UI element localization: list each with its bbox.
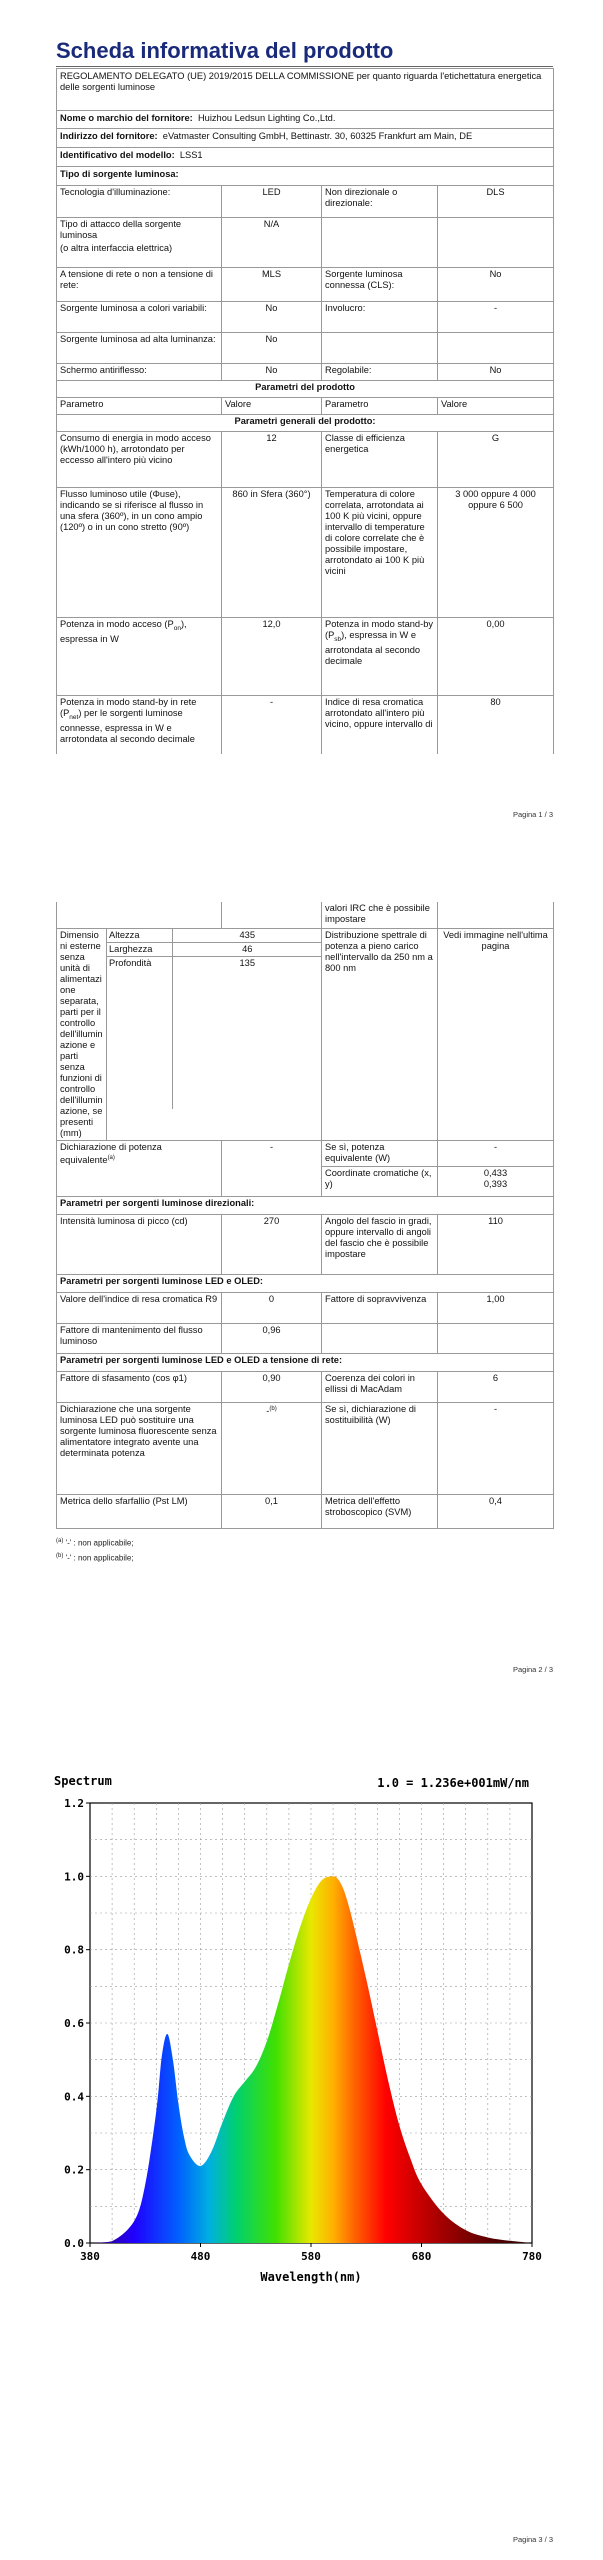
- footnotes: [56, 1535, 134, 1564]
- empty-cell: [57, 902, 222, 928]
- r9-value: 0: [222, 1292, 322, 1323]
- cap-label-line1: Tipo di attacco della sorgente luminosa: [60, 219, 182, 240]
- shield-value: No: [222, 364, 322, 381]
- power-factor-value: 0,90: [222, 1371, 322, 1402]
- equiv-power-value: -: [222, 1140, 322, 1196]
- x-axis-label: Wavelength(nm): [260, 2270, 362, 2284]
- lumen-maint-label: Fattore di mantenimento del flusso luminoso: [57, 1323, 222, 1353]
- survival-label: Fattore di sopravvivenza: [322, 1292, 438, 1323]
- col-header-value: Valore: [222, 398, 322, 415]
- y-tick-label: 0.4: [64, 2090, 84, 2104]
- energy-value: 12: [222, 432, 322, 488]
- net-standby-sub: net: [69, 713, 79, 721]
- tech-value: LED: [222, 186, 322, 218]
- equiv-power-if-label: Se sì, potenza equivalente (W): [322, 1140, 438, 1166]
- high-luminance-value: No: [222, 333, 322, 364]
- empty-cell: [438, 902, 554, 928]
- footnote-a-mark: (a): [56, 1538, 64, 1544]
- model-row: [57, 148, 554, 167]
- supplier-address-row: [57, 129, 554, 148]
- footnote-b-text: '-' : non applicabile;: [65, 1553, 134, 1563]
- colour-label: Sorgente luminosa a colori variabili:: [57, 302, 222, 333]
- r9-label: Valore dell'indice di resa cromatica R9: [57, 1292, 222, 1323]
- chart-title: Spectrum: [54, 1774, 112, 1788]
- directional-header: Parametri per sorgenti luminose direzionali:: [57, 1196, 554, 1214]
- dimensions-label: Dimensioni esterne senza unità di alimentazione separata, parti per il controllo dell'illuminazione e parti senza funzioni di controllo dell'illuminazione, se presenti (mm): [57, 928, 107, 1140]
- depth-label: Profondità: [107, 956, 172, 1109]
- page-3: [0, 1730, 603, 2560]
- spd-value: Vedi immagine nell'ultima pagina: [438, 928, 554, 1140]
- standby-label-b: ), espressa in W e arrotondata al secondo decimale: [325, 630, 421, 666]
- page-number: Pagina 2 / 3: [512, 1665, 553, 1674]
- x-tick-label: 580: [301, 2250, 321, 2263]
- height-value: 435: [172, 929, 322, 943]
- page-title: Scheda informativa del prodotto: [56, 38, 394, 63]
- beam-angle-label: Angolo del fascio in gradi, oppure intervallo di angoli del fascio che è possibile impostare: [322, 1214, 438, 1274]
- empty-cell: [322, 333, 438, 364]
- standby-sub: sb: [334, 635, 342, 643]
- y-tick-label: 0.2: [64, 2163, 84, 2177]
- cap-label-line2: (o altra interfaccia elettrica): [60, 243, 173, 253]
- energy-class-value: G: [438, 432, 554, 488]
- cap-label: [57, 218, 222, 268]
- width-label: Larghezza: [107, 942, 172, 956]
- cri-label-part2: valori IRC che è possibile impostare: [322, 902, 438, 928]
- regulation-text: REGOLAMENTO DELEGATO (UE) 2019/2015 DELLA COMMISSIONE per quanto riguarda l'etichettatura energetica delle sorgenti luminose: [57, 69, 554, 111]
- empty-cell: [322, 218, 438, 268]
- fluorescent-value-text: -: [266, 1405, 270, 1416]
- fluorescent-label: Dichiarazione che una sorgente luminosa LED può sostituire una sorgente luminosa fluorescente senza alimentatore integrato avente una determinata potenza: [57, 1402, 222, 1494]
- mains-label: A tensione di rete o non a tensione di rete:: [57, 268, 222, 302]
- x-tick-label: 680: [411, 2250, 432, 2263]
- cls-label: Sorgente luminosa connessa (CLS):: [322, 268, 438, 302]
- x-tick-label: 780: [522, 2250, 542, 2263]
- height-label: Altezza: [107, 929, 172, 943]
- peak-intensity-value: 270: [222, 1214, 322, 1274]
- chroma-y: 0,393: [483, 1178, 508, 1189]
- chroma-label: Coordinate cromatiche (x, y): [322, 1166, 438, 1196]
- empty-cell: [322, 1323, 438, 1353]
- y-tick-label: 1.2: [64, 1797, 84, 1810]
- beam-angle-value: 110: [438, 1214, 554, 1274]
- equiv-power-label: [57, 1140, 222, 1196]
- cap-value: N/A: [222, 218, 322, 268]
- net-standby-label-b: ) per le sorgenti luminose connesse, espressa in W e arrotondata al secondo decimale: [60, 708, 195, 744]
- energy-label: Consumo di energia in modo acceso (kWh/1000 h), arrotondato per eccesso all'intero più vicino: [57, 432, 222, 488]
- model-label: Identificativo del modello:: [60, 150, 175, 160]
- source-type-header: Tipo di sorgente luminosa:: [57, 167, 554, 186]
- spectrum-chart: [54, 1765, 554, 2295]
- survival-value: 1,00: [438, 1292, 554, 1323]
- empty-cell: [438, 218, 554, 268]
- net-standby-label: [57, 696, 222, 754]
- flux-label: Flusso luminoso utile (Φuse), indicando se si riferisce al flusso in una sfera (360º), in un cono ampio (120º) o in un cono stretto (90º): [57, 488, 222, 618]
- supplier-name-row: [57, 111, 554, 129]
- x-tick-label: 480: [190, 2250, 211, 2263]
- power-on-label-b: ), espressa in W: [60, 619, 187, 644]
- depth-value: 135: [239, 957, 255, 968]
- supplier-name: Huizhou Ledsun Lighting Co.,Ltd.: [197, 113, 336, 123]
- mains-value: MLS: [222, 268, 322, 302]
- chart-scale-note: 1.0 = 1.236e+001mW/nm: [377, 1776, 529, 1790]
- col-header-value: Valore: [438, 398, 554, 415]
- led-header: Parametri per sorgenti luminose LED e OLED:: [57, 1274, 554, 1292]
- page-2: [0, 880, 603, 1680]
- macadam-value: 6: [438, 1371, 554, 1402]
- cct-label: Temperatura di colore correlata, arrotondata ai 100 K più vicini, oppure intervallo di temperature di colore correlate che è possibile impostare, arrotondato ai 100 K più vicini: [322, 488, 438, 618]
- stroboscopic-label: Metrica dell'effetto stroboscopico (SVM): [322, 1494, 438, 1528]
- standby-label: [322, 618, 438, 696]
- high-luminance-label: Sorgente luminosa ad alta luminanza:: [57, 333, 222, 364]
- standby-value: 0,00: [438, 618, 554, 696]
- empty-cell: [438, 1323, 554, 1353]
- fluorescent-value: [222, 1402, 322, 1494]
- product-info-table-1: [56, 68, 554, 754]
- dimensions-table: [107, 929, 322, 1109]
- model-id: LSS1: [179, 150, 203, 160]
- power-on-label: [57, 618, 222, 696]
- chroma-values: [438, 1166, 554, 1196]
- general-params-header: Parametri generali del prodotto:: [57, 415, 554, 432]
- supplier-address-label: Indirizzo del fornitore:: [60, 131, 158, 141]
- envelope-label: Involucro:: [322, 302, 438, 333]
- title-underline: [56, 66, 553, 67]
- cls-value: No: [438, 268, 554, 302]
- footnote-a-text: '-' : non applicabile;: [65, 1538, 134, 1548]
- power-on-sub: on: [173, 624, 181, 632]
- cri-value: 80: [438, 696, 554, 754]
- cct-value: 3 000 oppure 4 000 oppure 6 500: [438, 488, 554, 618]
- dir-value: DLS: [438, 186, 554, 218]
- footnote-b: [56, 1550, 134, 1565]
- shield-label: Schermo antiriflesso:: [57, 364, 222, 381]
- cri-label-part1: Indice di resa cromatica arrotondato all'intero più vicino, oppure intervallo di: [322, 696, 438, 754]
- power-on-label-a: Potenza in modo acceso (P: [60, 619, 174, 629]
- chroma-x: 0,433: [483, 1167, 508, 1178]
- flicker-label: Metrica dello sfarfallio (Pst LM): [57, 1494, 222, 1528]
- dimmable-value: No: [438, 364, 554, 381]
- colour-value: No: [222, 302, 322, 333]
- dimensions-values: [107, 928, 322, 1140]
- col-header-param: Parametro: [57, 398, 222, 415]
- macadam-label: Coerenza dei colori in ellissi di MacAdam: [322, 1371, 438, 1402]
- empty-cell: [222, 902, 322, 928]
- page-number: Pagina 3 / 3: [512, 2535, 553, 2544]
- tech-label: Tecnologia d'illuminazione:: [57, 186, 222, 218]
- net-standby-label-a: Potenza in modo stand-by in rete (P: [60, 697, 197, 718]
- flicker-value: 0,1: [222, 1494, 322, 1528]
- product-info-table-2: [56, 902, 554, 1529]
- mains-led-header: Parametri per sorgenti luminose LED e OLED a tensione di rete:: [57, 1353, 554, 1371]
- y-tick-label: 0.6: [64, 2017, 84, 2030]
- lumen-maint-value: 0,96: [222, 1323, 322, 1353]
- replacement-value: -: [438, 1402, 554, 1494]
- footnote-b-mark: (b): [56, 1552, 64, 1559]
- stroboscopic-value: 0,4: [438, 1494, 554, 1528]
- flux-value: 860 in Sfera (360°): [222, 488, 322, 618]
- width-value: 46: [172, 942, 322, 956]
- y-tick-label: 0.0: [64, 2237, 84, 2250]
- power-factor-label: Fattore di sfasamento (cos φ1): [57, 1371, 222, 1402]
- standby-label-a: Potenza in modo stand-by (P: [325, 619, 434, 640]
- footnote-ref-b: (b): [269, 1405, 277, 1412]
- equiv-power-if-value: -: [438, 1140, 554, 1166]
- y-tick-label: 1.0: [64, 1870, 84, 1884]
- product-params-header: Parametri del prodotto: [57, 381, 554, 398]
- equiv-power-label-text: Dichiarazione di potenza equivalente: [60, 1141, 162, 1165]
- y-tick-label: 0.8: [64, 1943, 84, 1957]
- supplier-address: eVatmaster Consulting GmbH, Bettinastr. 30, 60325 Frankfurt am Main, DE: [162, 131, 473, 141]
- empty-cell: [438, 333, 554, 364]
- dimmable-label: Regolabile:: [322, 364, 438, 381]
- energy-class-label: Classe di efficienza energetica: [322, 432, 438, 488]
- col-header-param: Parametro: [322, 398, 438, 415]
- envelope-value: -: [438, 302, 554, 333]
- net-standby-value: -: [222, 696, 322, 754]
- supplier-name-label: Nome o marchio del fornitore:: [60, 113, 193, 123]
- footnote-ref-a: (a): [107, 1154, 115, 1161]
- dir-label: Non direzionale o direzionale:: [322, 186, 438, 218]
- page-1: [0, 0, 603, 830]
- footnote-a: [56, 1535, 134, 1550]
- spd-label: Distribuzione spettrale di potenza a pieno carico nell'intervallo da 250 nm a 800 nm: [322, 928, 438, 1140]
- page-number: Pagina 1 / 3: [512, 810, 553, 819]
- x-tick-label: 380: [80, 2250, 100, 2263]
- replacement-label: Se sì, dichiarazione di sostituibilità (W): [322, 1402, 438, 1494]
- peak-intensity-label: Intensità luminosa di picco (cd): [57, 1214, 222, 1274]
- power-on-value: 12,0: [222, 618, 322, 696]
